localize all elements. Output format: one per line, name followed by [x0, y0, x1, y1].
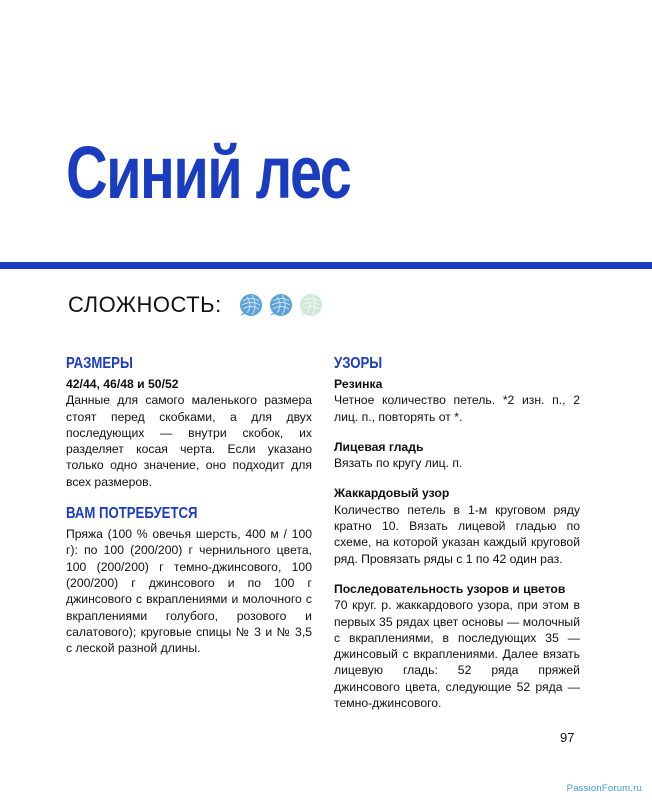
pattern-name-stockinette: Лицевая гладь [334, 439, 424, 454]
pattern-name-sequence: Последовательность узоров и цветов [334, 581, 566, 596]
yarn-ball-icon [238, 292, 264, 318]
pattern-text-sequence: 70 круг. р. жаккардового узора, при этом в первых 35 рядах цвет основы — молочный с вкраплениями, в последующих 35 — джинсовый с вкраплениями. Далее вязать лицевую гладь: 52 ряда пряжей джинсового цвета, следующие 52 ряда — темно-джинсового. [334, 598, 580, 711]
title-divider [0, 262, 652, 269]
pattern-name-rib: Резинка [334, 377, 383, 391]
watermark: PassionForum.ru [566, 783, 642, 794]
materials-heading: ВАМ ПОТРЕБУЕТСЯ [66, 505, 198, 523]
difficulty-balls [238, 292, 324, 318]
yarn-ball-icon [268, 292, 294, 318]
sizes-heading: РАЗМЕРЫ [66, 355, 133, 372]
pattern-text-jacquard: Количество петель в 1-м круговом ряду кратно 10. Вязать лицевой гладью по схеме, на которой указан каждый круговой ряд. Провязать ряды с 1 по 42 один раз. [334, 502, 580, 566]
left-column [66, 354, 312, 656]
materials-text: Пряжа (100 % овечья шерсть, 400 м / 100 г): по 100 (200/200) г чернильного цвета, 100 (200/200) г темно-джинсового, 100 (200/200) г джинсового и по 100 г джинсового с вкраплениями и молочного с вкраплениями голубого, розового и салатового); круговые спицы № 3 и № 3,5 с леской разной длины. [66, 527, 312, 656]
patterns-heading: УЗОРЫ [334, 355, 383, 372]
page-number: 97 [560, 730, 575, 745]
sizes-text: Данные для самого маленького размера стоят перед скобками, а для двух последующих — внутри скобок, их разделяет косая черта. Если указано только одно значение, оно подходит для всех размеров. [66, 393, 312, 489]
sizes-list: 42/44, 46/48 и 50/52 [66, 377, 179, 391]
pattern-name-jacquard: Жаккардовый узор [334, 486, 450, 501]
right-column [334, 354, 580, 711]
page-title: Синий лес [66, 131, 351, 214]
difficulty-rating [68, 292, 324, 318]
yarn-ball-icon [298, 292, 324, 318]
pattern-text-stockinette: Вязать по кругу лиц. п. [334, 456, 463, 471]
difficulty-label: СЛОЖНОСТЬ: [68, 292, 222, 317]
pattern-text-rib: Четное количество петель. *2 изн. п., 2 лиц. п., повторять от *. [334, 393, 580, 424]
